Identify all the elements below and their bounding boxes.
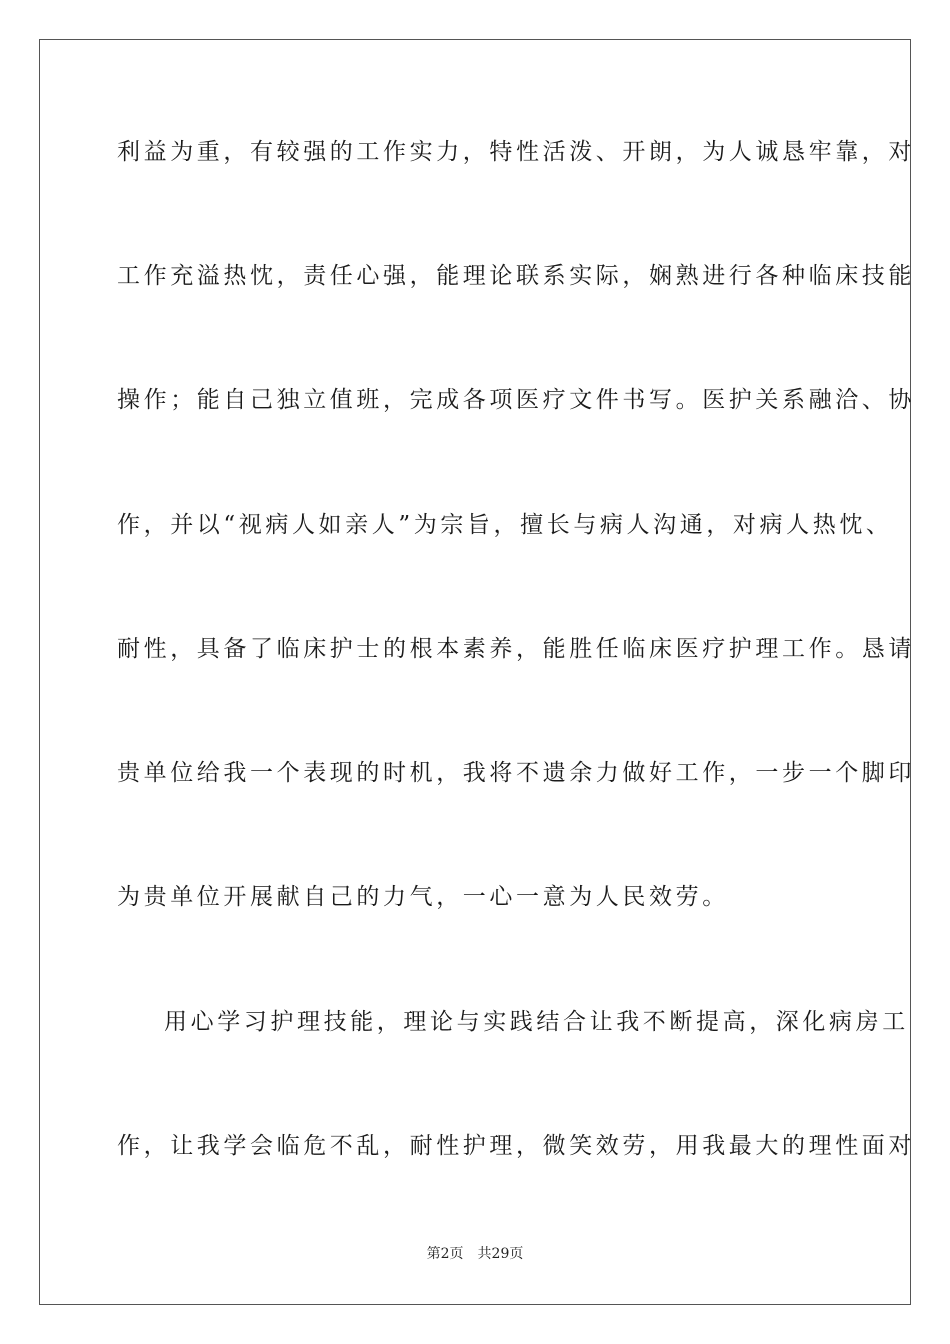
paragraph-line-2: 工作充溢热忱，责任心强，能理论联系实际，娴熟进行各种临床技能	[117, 263, 915, 289]
paragraph-line-1: 利益为重，有较强的工作实力，特性活泼、开朗，为人诚恳牢靠，对	[117, 139, 915, 165]
page-border	[39, 39, 915, 1305]
page-total: 共29页	[477, 1246, 524, 1262]
paragraph-line-3: 操作；能自己独立值班，完成各项医疗文件书写。医护关系融洽、协	[117, 387, 915, 413]
paragraph-line-7: 为贵单位开展献自己的力气，一心一意为人民效劳。	[117, 884, 729, 910]
paragraph-line-5: 耐性，具备了临床护士的根本素养，能胜任临床医疗护理工作。恳请	[117, 636, 915, 662]
paragraph-line-9: 作，让我学会临危不乱，耐性护理，微笑效劳，用我最大的理性面对	[117, 1133, 915, 1159]
page-number: 第2页	[426, 1246, 464, 1262]
paragraph-line-8: 用心学习护理技能，理论与实践结合让我不断提高，深化病房工	[164, 1009, 909, 1035]
paragraph-line-6: 贵单位给我一个表现的时机，我将不遗余力做好工作，一步一个脚印	[117, 760, 915, 786]
page-footer	[0, 1244, 950, 1264]
paragraph-line-4: 作，并以“视病人如亲人”为宗旨，擅长与病人沟通，对病人热忱、	[117, 512, 893, 538]
